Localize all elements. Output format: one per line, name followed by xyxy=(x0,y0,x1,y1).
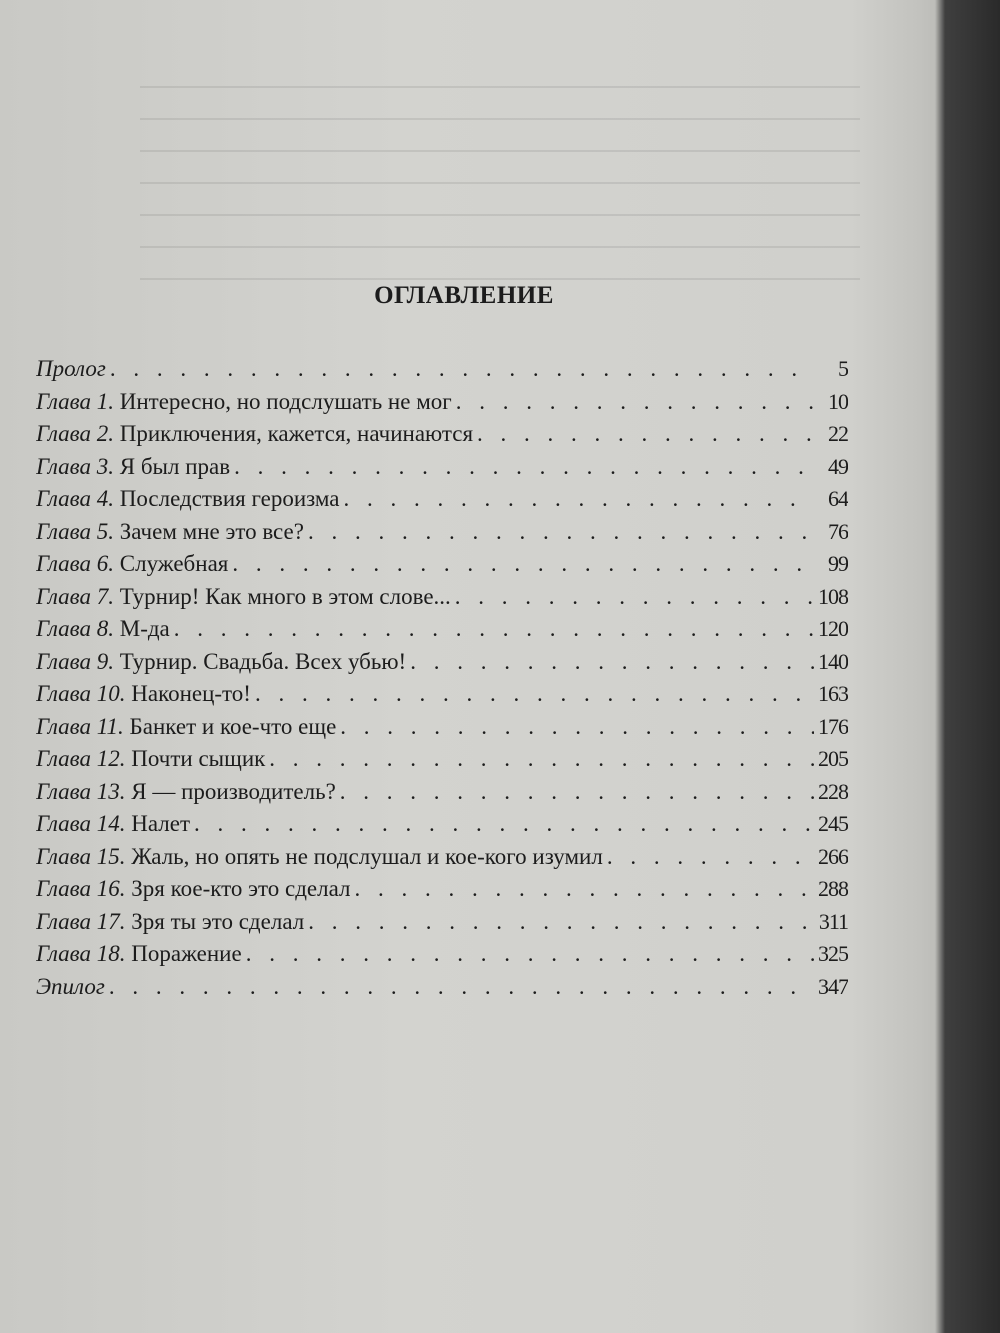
dot-leader xyxy=(234,454,814,480)
bleed-through-text xyxy=(140,60,860,280)
entry-prefix: Глава 18. xyxy=(36,941,126,966)
entry-label xyxy=(36,421,473,447)
toc-entry xyxy=(36,681,848,714)
toc-entry xyxy=(36,876,848,909)
entry-title: Наконец-то! xyxy=(125,681,251,706)
entry-prefix: Глава 17. xyxy=(36,908,126,934)
entry-prefix: Глава 8. xyxy=(36,616,114,641)
entry-prefix: Глава 4. xyxy=(36,486,114,511)
entry-page-number: 311 xyxy=(818,908,848,934)
dot-leader xyxy=(340,779,814,805)
entry-page-number: 347 xyxy=(818,973,848,999)
dot-leader xyxy=(607,844,814,870)
entry-page-number: 245 xyxy=(818,811,848,836)
table-of-contents xyxy=(36,356,848,1006)
entry-title: Служебная xyxy=(114,551,229,576)
entry-label xyxy=(36,584,451,610)
entry-page-number: 22 xyxy=(828,421,848,446)
entry-label xyxy=(36,486,340,512)
entry-label xyxy=(36,681,251,707)
dot-leader xyxy=(246,941,814,967)
entry-prefix: Глава 7. xyxy=(36,583,114,609)
entry-label xyxy=(36,811,190,837)
toc-entry xyxy=(36,486,848,519)
entry-label xyxy=(36,746,265,772)
dot-leader xyxy=(308,519,814,545)
entry-page-number: 76 xyxy=(828,518,848,544)
entry-title: Зачем мне это все? xyxy=(114,518,304,544)
entry-page-number: 120 xyxy=(818,616,848,641)
toc-entry xyxy=(36,746,848,779)
page-title: ОГЛАВЛЕНИЕ xyxy=(374,282,554,309)
dot-leader xyxy=(456,389,814,415)
entry-label xyxy=(36,844,603,870)
entry-title: Интересно, но подслушать не мог xyxy=(114,388,452,414)
toc-entry xyxy=(36,974,848,1007)
entry-prefix: Глава 11. xyxy=(36,713,124,739)
entry-label xyxy=(36,454,230,480)
entry-label xyxy=(36,941,242,967)
entry-label xyxy=(36,616,170,642)
entry-page-number: 325 xyxy=(818,941,848,966)
entry-title: Приключения, кажется, начинаются xyxy=(114,421,474,446)
entry-prefix: Пролог xyxy=(36,356,106,381)
dot-leader xyxy=(477,421,814,447)
entry-prefix: Глава 3. xyxy=(36,453,114,479)
dot-leader xyxy=(410,649,814,675)
entry-prefix: Глава 10. xyxy=(36,681,126,706)
entry-page-number: 99 xyxy=(828,551,848,576)
entry-title: Я был прав xyxy=(114,453,231,479)
entry-label xyxy=(36,519,304,545)
toc-entry xyxy=(36,454,848,487)
dot-leader xyxy=(109,974,814,1000)
toc-entry xyxy=(36,779,848,812)
entry-page-number: 108 xyxy=(818,583,848,609)
entry-label xyxy=(36,356,106,382)
dot-leader xyxy=(269,746,814,772)
entry-prefix: Глава 15. xyxy=(36,843,126,869)
entry-page-number: 5 xyxy=(838,356,848,381)
entry-title: Налет xyxy=(125,811,191,836)
entry-title: Турнир! Как много в этом слове... xyxy=(114,583,451,609)
entry-title: Турнир. Свадьба. Всех убью! xyxy=(114,648,407,674)
entry-label xyxy=(36,551,228,577)
entry-title: М-да xyxy=(114,616,170,641)
entry-label xyxy=(36,649,406,675)
entry-page-number: 163 xyxy=(818,681,848,706)
entry-page-number: 140 xyxy=(818,648,848,674)
entry-prefix: Глава 9. xyxy=(36,648,114,674)
entry-page-number: 266 xyxy=(818,843,848,869)
entry-prefix: Глава 13. xyxy=(36,778,126,804)
entry-title: Поражение xyxy=(125,941,242,966)
entry-page-number: 228 xyxy=(818,778,848,804)
entry-page-number: 10 xyxy=(828,388,848,414)
entry-title: Последствия героизма xyxy=(114,486,340,511)
entry-page-number: 176 xyxy=(818,713,848,739)
entry-label xyxy=(36,779,336,805)
entry-prefix: Глава 1. xyxy=(36,388,114,414)
dot-leader xyxy=(344,486,815,512)
toc-entry xyxy=(36,616,848,649)
toc-entry xyxy=(36,844,848,877)
toc-entry xyxy=(36,356,848,389)
dot-leader xyxy=(255,681,814,707)
entry-prefix: Глава 16. xyxy=(36,876,126,901)
toc-entry xyxy=(36,551,848,584)
toc-entry xyxy=(36,584,848,617)
dot-leader xyxy=(308,909,814,935)
entry-title: Жаль, но опять не подслушал и кое-кого изумил xyxy=(125,843,603,869)
entry-prefix: Эпилог xyxy=(36,973,105,999)
toc-entry xyxy=(36,811,848,844)
dot-leader xyxy=(174,616,814,642)
entry-title: Банкет и кое-что еще xyxy=(123,713,337,739)
entry-label xyxy=(36,876,350,902)
dot-leader xyxy=(194,811,814,837)
toc-entry xyxy=(36,649,848,682)
entry-label xyxy=(36,714,336,740)
toc-entry xyxy=(36,519,848,552)
entry-title: Зря кое-кто это сделал xyxy=(125,876,351,901)
toc-entry xyxy=(36,941,848,974)
dot-leader xyxy=(340,714,814,740)
dot-leader xyxy=(455,584,814,610)
entry-prefix: Глава 14. xyxy=(36,811,126,836)
entry-prefix: Глава 5. xyxy=(36,518,114,544)
entry-prefix: Глава 12. xyxy=(36,746,126,771)
dot-leader xyxy=(110,356,814,382)
entry-label xyxy=(36,909,304,935)
entry-title: Я — производитель? xyxy=(125,778,336,804)
entry-page-number: 64 xyxy=(828,486,848,511)
entry-label xyxy=(36,389,452,415)
toc-entry xyxy=(36,421,848,454)
entry-prefix: Глава 6. xyxy=(36,551,114,576)
toc-entry xyxy=(36,714,848,747)
entry-page-number: 205 xyxy=(818,746,848,771)
dot-leader xyxy=(232,551,814,577)
dot-leader xyxy=(354,876,814,902)
toc-entry xyxy=(36,389,848,422)
entry-title: Почти сыщик xyxy=(125,746,266,771)
entry-title: Зря ты это сделал xyxy=(125,908,305,934)
toc-entry xyxy=(36,909,848,942)
entry-page-number: 288 xyxy=(818,876,848,901)
entry-prefix: Глава 2. xyxy=(36,421,114,446)
entry-label xyxy=(36,974,105,1000)
entry-page-number: 49 xyxy=(828,453,848,479)
